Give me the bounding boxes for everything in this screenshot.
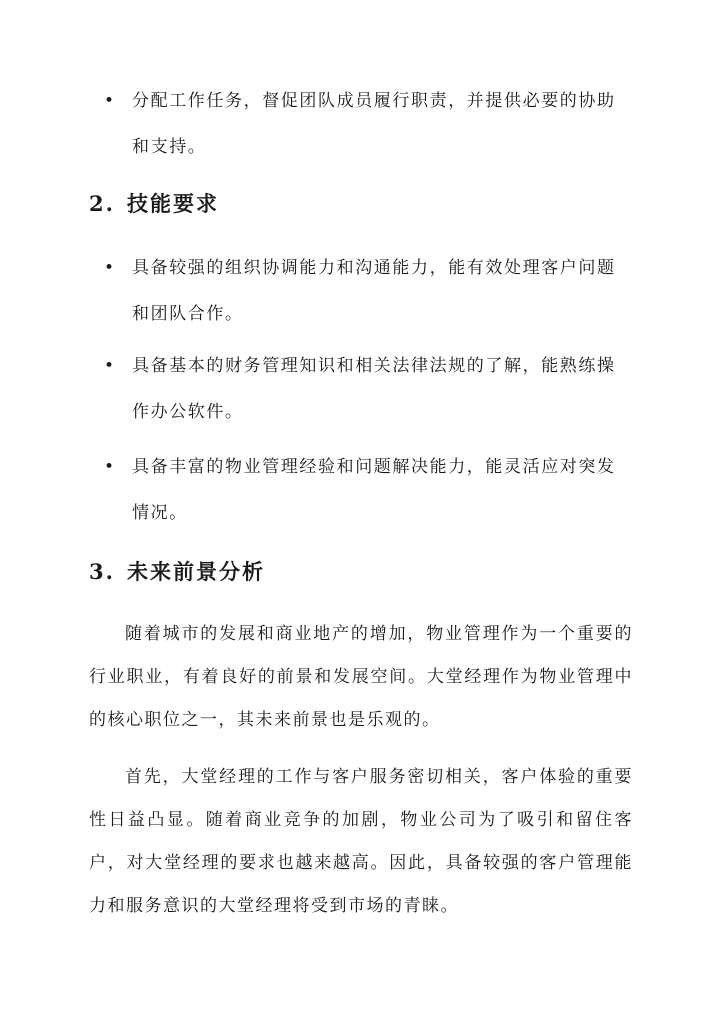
list-item (104, 245, 644, 337)
bullet-icon: • (104, 91, 115, 111)
body-paragraph: 首先，大堂经理的工作与客户服务密切相关，客户体验的重要性日益凸显。随着商业竞争的加剧，物业公司为了吸引和留住客户，对大堂经理的要求也越来越高。因此，具备较强的客户管理能力和服务意识的大堂经理将受到市场的青睐。 (89, 767, 633, 916)
list-item-text: 具备基本的财务管理知识和相关法律法规的了解，能熟练操作办公软件。 (132, 356, 616, 422)
list-item (104, 78, 644, 170)
section-title: 未来前景分析 (127, 559, 265, 584)
body-paragraph: 随着城市的发展和商业地产的增加，物业管理作为一个重要的行业职业，有着良好的前景和发展空间。大堂经理作为物业管理中的核心职位之一，其未来前景也是乐观的。 (89, 624, 633, 730)
bullet-icon: • (104, 356, 115, 376)
bullet-icon: • (104, 457, 115, 477)
section-title: 技能要求 (127, 191, 219, 216)
section-number: 3. (89, 559, 115, 584)
list-item-text: 具备较强的组织协调能力和沟通能力，能有效处理客户问题和团队合作。 (132, 258, 616, 324)
list-item-text: 具备丰富的物业管理经验和问题解决能力，能灵活应对突发情况。 (132, 457, 616, 523)
list-item (104, 444, 644, 536)
section-heading (89, 188, 219, 218)
bullet-icon: • (104, 258, 115, 278)
section-heading (89, 556, 265, 586)
list-item-text: 分配工作任务，督促团队成员履行职责，并提供必要的协助和支持。 (132, 91, 616, 157)
list-item (104, 343, 644, 435)
section-number: 2. (89, 191, 115, 216)
